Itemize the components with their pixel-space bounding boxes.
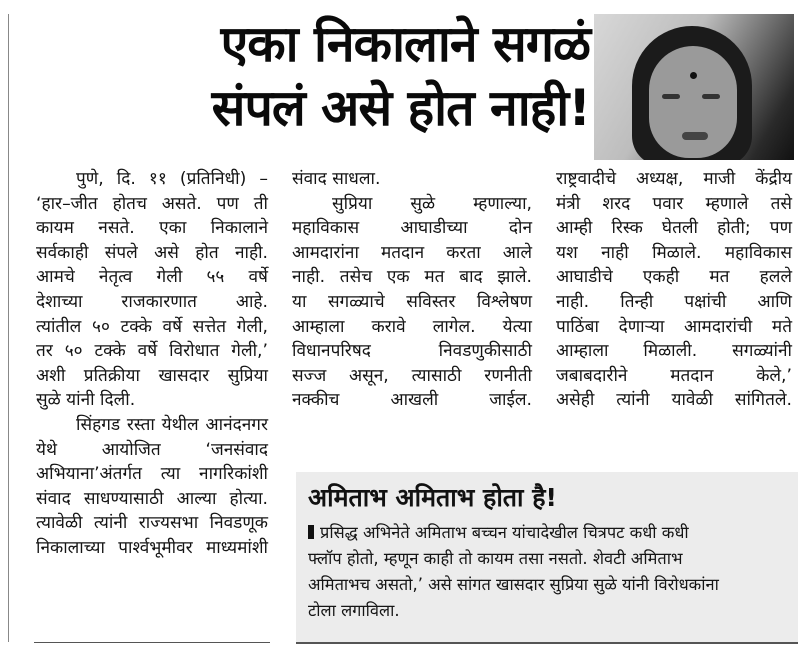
photo-face-shape: [649, 46, 737, 158]
article-line: आम्हाला मिळाली. सगळ्यांनी: [556, 341, 792, 362]
article-line: विधानपरिषद निवडणुकीसाठी: [292, 341, 532, 362]
article-line: सिंहगड रस्ता येथील आनंदनगर: [76, 414, 268, 435]
article-line: सज्ज असून, त्यासाठी रणनीती: [292, 365, 532, 386]
article-line: नाही. तसेच एक मत बाद झाले.: [292, 267, 532, 288]
article-line: येथे आयोजित ‘जनसंवाद: [36, 439, 268, 460]
article-column-2: [292, 167, 532, 413]
article-line: तर ५० टक्के वर्षे विरोधात गेली,’: [36, 341, 268, 362]
sidebar-box-line: फ्लॉप होतो, म्हणून काही तो कायम तसा नसतो. शेवटी अमिताभ: [308, 549, 683, 568]
article-line: सुळे यांनी दिली.: [36, 390, 136, 411]
headline: [60, 12, 590, 140]
sidebar-box-body: [308, 520, 786, 624]
article-line: आमदारांना मतदान करता आले: [292, 242, 532, 263]
article-line: त्यांतील ५० टक्के वर्षे सत्तेत गेली,: [36, 316, 268, 337]
article-line: यश नाही मिळाले. महाविकास: [556, 242, 792, 263]
article-line: संवाद साधला.: [292, 169, 381, 189]
sidebar-box-title: अमिताभ अमिताभ होता है!: [308, 483, 557, 512]
article-line: देशाच्या राजकारणात आहे.: [36, 291, 268, 312]
article-line: मंत्री शरद पवार म्हणाले तसे: [556, 193, 792, 214]
sidebar-box-line: अमिताभच असतो,’ असे सांगत खासदार सुप्रिया सुळे यांनी विरोधकांना: [308, 575, 719, 594]
article-line: अशी प्रतिक्रीया खासदार सुप्रिया: [36, 365, 268, 386]
article-line: या सगळ्याचे सविस्तर विश्लेषण: [292, 291, 532, 312]
article-line: नक्कीच आखली जाईल.: [292, 390, 532, 411]
headline-line-1: एका निकालाने सगळं: [220, 15, 590, 73]
article-line: सुप्रिया सुळे म्हणाल्या,: [332, 193, 532, 214]
article-line: राष्ट्रवादीचे अध्यक्ष, माजी केंद्रीय: [556, 169, 792, 189]
sidebar-box-line: प्रसिद्ध अभिनेते अमिताभ बच्चन यांचादेखील चित्रपट कधी कधी: [320, 523, 689, 542]
article-line: नाही. तिन्ही पक्षांची आणि: [556, 291, 792, 312]
article-line: संवाद साधण्यासाठी आल्या होत्या.: [36, 488, 268, 509]
bullet-square-icon: [308, 525, 314, 539]
article-line: पुणे, दि. ११ (प्रतिनिधी) –: [76, 169, 268, 189]
article-line: जबाबदारीने मतदान केले,’: [556, 365, 792, 386]
article-column-1: [36, 167, 268, 561]
article-column-3: [556, 167, 792, 413]
photo-bindi-shape: [690, 72, 697, 79]
article-line: आम्ही रिस्क घेतली होती; पण: [556, 218, 792, 239]
article-line: निकालाच्या पार्श्वभूमीवर माध्यमांशी: [36, 537, 268, 558]
sidebar-box: [296, 472, 798, 644]
sidebar-box-line: टोला लगाविला.: [308, 601, 400, 620]
article-line: महाविकास आघाडीच्या दोन: [292, 218, 532, 239]
article-line: असेही त्यांनी यावेळी सांगितले.: [556, 390, 792, 411]
photo-eye-shape: [702, 94, 720, 99]
article-line: आमचे नेतृत्व गेली ५५ वर्षे: [36, 267, 268, 288]
article-line: पाठिंबा देणाऱ्या आमदारांची मते: [556, 316, 792, 337]
article-line: आघाडीचे एकही मत हलले: [556, 267, 792, 288]
article-line: अभियाना’अंतर्गत त्या नागरिकांशी: [36, 464, 268, 485]
article-line: ‘हार–जीत होतच असते. पण ती: [36, 193, 268, 214]
article-line: आम्हाला करावे लागेल. येत्या: [292, 316, 532, 337]
column-bottom-rule: [34, 642, 270, 643]
article-line: कायम नसते. एका निकालाने: [36, 218, 268, 239]
photo-mouth-shape: [682, 132, 708, 140]
portrait-photo: [594, 14, 794, 160]
headline-line-2: संपलं असे होत नाही!: [211, 79, 590, 137]
photo-eye-shape: [662, 94, 680, 99]
article-line: त्यावेळी त्यांनी राज्यसभा निवडणूक: [36, 513, 268, 534]
column-rule: [8, 14, 9, 642]
article-line: सर्वकाही संपले असे होत नाही.: [36, 242, 268, 263]
